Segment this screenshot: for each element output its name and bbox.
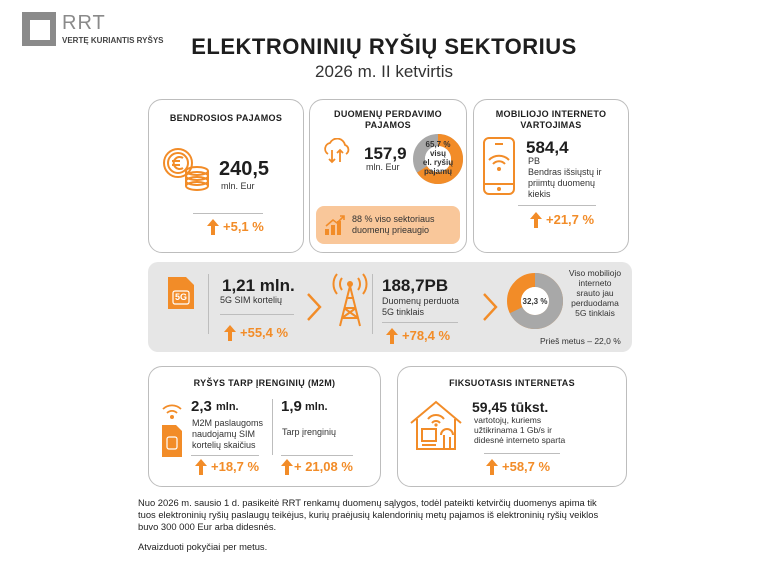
card-title-line2: PAJAMOS — [365, 120, 411, 130]
chevron-right-icon — [306, 292, 322, 322]
up-arrow-icon — [224, 325, 236, 341]
share-desc-line-3: srauto jau — [576, 288, 614, 298]
donut-label-3: el. ryšių — [422, 158, 454, 167]
data-growth-note — [316, 206, 460, 244]
note-line-1: 88 % viso sektoriaus — [352, 214, 435, 224]
growth-chart-icon — [324, 214, 346, 236]
up-arrow-icon — [195, 459, 207, 475]
fixed-change: +58,7 % — [502, 459, 551, 474]
divider — [193, 213, 263, 214]
m2m-desc-line-1: M2M paslaugoms — [192, 418, 264, 428]
divider — [220, 314, 294, 315]
divider — [518, 205, 596, 206]
donut-label-1: 65,7 % — [425, 140, 451, 149]
chevron-right-icon — [482, 292, 498, 322]
mobile-desc-line-2: priimtų duomenų — [528, 178, 596, 188]
m2m-devices-unit: mln. — [305, 401, 328, 413]
revenue-card — [148, 99, 304, 253]
brand-tagline: VERTĘ KURIANTIS RYŠYS — [62, 36, 164, 45]
smartphone-wifi-icon — [482, 136, 516, 196]
page-title: ELEKTRONINIŲ RYŠIŲ SEKTORIUS — [191, 34, 577, 59]
traffic-label-line-1: Duomenų perduota — [382, 296, 460, 306]
card-title: FIKSUOTASIS INTERNETAS — [449, 378, 575, 388]
euro-coins-icon — [161, 146, 211, 194]
m2m-card — [148, 366, 381, 487]
divider — [281, 455, 353, 456]
donut-label-2: visų — [429, 149, 446, 158]
sim-wifi-icon — [159, 403, 185, 459]
m2m-desc-line-3: kortelių skaičius — [192, 440, 256, 450]
mobile-desc-line-1: Bendras išsiųstų ir — [528, 167, 602, 177]
data-transfer-value: 157,9 — [364, 144, 407, 163]
up-arrow-icon — [530, 212, 542, 228]
fixed-value: 59,45 tūkst. — [472, 399, 549, 415]
footnote-line-3: buvo 300 000 Eur arba didesnės. — [138, 521, 277, 532]
m2m-sim-unit: mln. — [216, 401, 239, 413]
card-title: RYŠYS TARP ĮRENGINIŲ (M2M) — [193, 378, 336, 388]
fixed-desc-line-3: didesnė interneto sparta — [474, 435, 566, 445]
divider — [382, 322, 458, 323]
up-arrow-icon — [281, 459, 293, 475]
revenue-value: 240,5 — [219, 158, 270, 180]
mobile-internet-value: 584,4 — [526, 138, 569, 157]
page-subtitle: 2026 m. II ketvirtis — [315, 62, 453, 81]
fixed-desc-line-1: vartotojų, kuriems — [474, 415, 542, 425]
share-desc-line-4: perduodama — [571, 298, 619, 308]
divider — [208, 274, 209, 334]
up-arrow-icon — [486, 459, 498, 475]
sim-badge: 5G — [174, 292, 187, 302]
divider — [484, 453, 560, 454]
card-title-line2: VARTOJIMAS — [520, 120, 582, 130]
m2m-devices-value: 1,9 — [281, 398, 302, 415]
sim-value: 1,21 mln. — [222, 276, 295, 295]
data-transfer-unit: mln. Eur — [366, 162, 400, 172]
data-transfer-card — [309, 99, 467, 253]
sim-change: +55,4 % — [240, 325, 289, 340]
note-line-2: duomenų prieaugio — [352, 225, 430, 235]
antenna-tower-icon — [332, 272, 368, 328]
card-title: BENDROSIOS PAJAMOS — [169, 113, 283, 123]
m2m-devices-change: + 21,08 % — [294, 459, 353, 474]
card-title-line1: DUOMENŲ PERDAVIMO — [334, 109, 442, 119]
footnote-line-4: Atvaizduoti pokyčiai per metus. — [138, 541, 268, 552]
traffic-value: 188,7PB — [382, 276, 449, 295]
sim-label: 5G SIM kortelių — [220, 295, 283, 305]
up-arrow-icon — [207, 219, 219, 235]
divider — [272, 399, 273, 455]
footnote-line-2: tuos elektroninių ryšių paslaugų teikėjus, kurių praėjusių kalendorinių metų pajamos iš elektroninių ryšių veiklos — [138, 509, 599, 520]
cloud-transfer-icon — [320, 138, 354, 166]
m2m-desc-line-2: naudojamų SIM — [192, 429, 256, 439]
5g-share-percent: 32,3 % — [522, 297, 548, 306]
traffic-label-line-2: 5G tinklais — [382, 307, 425, 317]
traffic-change: +78,4 % — [402, 328, 451, 343]
share-desc-line-2: interneto — [578, 278, 612, 288]
smart-home-icon — [408, 399, 464, 451]
m2m-devices-desc: Tarp įrenginių — [282, 427, 337, 437]
share-desc-line-1: Viso mobiliojo — [568, 268, 622, 278]
mobile-desc-line-3: kiekis — [528, 189, 551, 199]
m2m-sim-value: 2,3 — [191, 398, 212, 415]
mobile-internet-change: +21,7 % — [546, 212, 595, 227]
divider — [372, 274, 373, 334]
divider — [191, 455, 259, 456]
fixed-internet-card — [397, 366, 627, 487]
mobile-internet-unit: PB — [528, 156, 541, 166]
m2m-sim-change: +18,7 % — [211, 459, 260, 474]
share-desc-line-5: 5G tinklais — [575, 308, 615, 318]
mobile-internet-card — [473, 99, 629, 253]
revenue-unit: mln. Eur — [221, 181, 255, 191]
footnote-line-1: Nuo 2026 m. sausio 1 d. pasikeitė RRT renkamų duomenų sąlygos, todėl pateikti ketvirčių duomenys apima tik — [138, 497, 597, 508]
5g-band — [148, 262, 632, 352]
share-previous: Prieš metus – 22,0 % — [540, 336, 621, 346]
fixed-desc-line-2: užtikrinama 1 Gb/s ir — [474, 425, 552, 435]
brand-name: RRT — [62, 12, 106, 34]
revenue-change: +5,1 % — [223, 219, 264, 234]
up-arrow-icon — [386, 328, 398, 344]
donut-label-4: pajamų — [423, 167, 452, 176]
card-title-line1: MOBILIOJO INTERNETO — [495, 109, 607, 119]
